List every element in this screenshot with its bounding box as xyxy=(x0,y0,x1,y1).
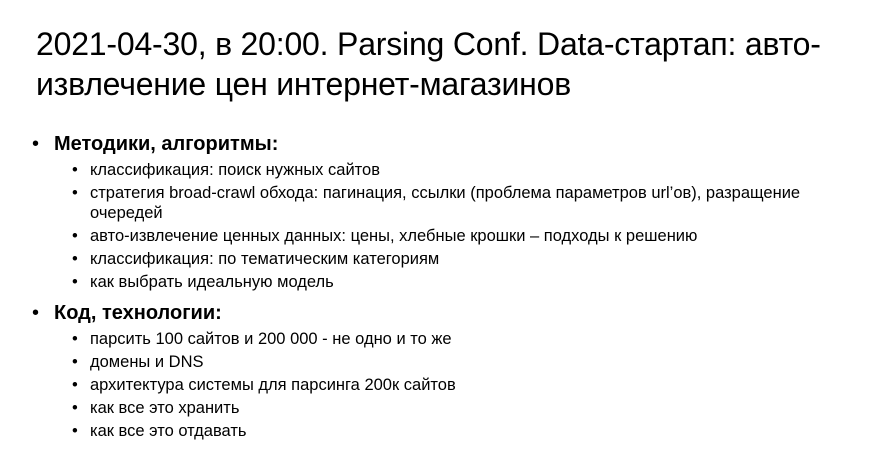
bullet-icon: • xyxy=(72,273,78,291)
section-tech xyxy=(30,300,860,441)
list-item xyxy=(72,226,860,246)
list-item xyxy=(72,329,860,349)
title-rest: Data-стартап: авто-извлечение цен интернет-магазинов xyxy=(36,26,821,102)
slide-title xyxy=(36,24,856,104)
list-item xyxy=(72,183,860,223)
list-item xyxy=(72,375,860,395)
section-heading-text: Методики, алгоритмы: xyxy=(54,133,279,155)
list-item-text: авто-извлечение ценных данных: цены, хлебные крошки – подходы к решению xyxy=(90,227,698,245)
list-item-text: классификация: по тематическим категориям xyxy=(90,250,440,268)
bullet-icon: • xyxy=(72,250,78,268)
title-date: 2021-04-30, в 20:00. xyxy=(36,26,329,62)
list-item xyxy=(72,398,860,418)
section-items xyxy=(30,160,860,292)
list-item-text: как выбрать идеальную модель xyxy=(90,273,334,291)
list-item-text: как все это отдавать xyxy=(90,422,247,440)
list-item xyxy=(72,352,860,372)
bullet-icon: • xyxy=(72,399,78,417)
bullet-icon: • xyxy=(72,227,78,245)
section-heading xyxy=(30,300,860,326)
list-item xyxy=(72,160,860,180)
list-item-text: классификация: поиск нужных сайтов xyxy=(90,161,380,179)
list-item-text: стратегия broad-crawl обхода: пагинация, ссылки (проблема параметров url’ов), разращение очередей xyxy=(90,184,801,222)
bullet-icon: • xyxy=(72,422,78,440)
list-item xyxy=(72,421,860,441)
section-items xyxy=(30,329,860,441)
list-item-text: как все это хранить xyxy=(90,399,240,417)
list-item-text: архитектура системы для парсинга 200к сайтов xyxy=(90,376,456,394)
slide-content xyxy=(30,131,860,441)
bullet-icon: • xyxy=(32,302,40,324)
list-item xyxy=(72,272,860,292)
bullet-icon: • xyxy=(72,376,78,394)
list-item-text: домены и DNS xyxy=(90,353,204,371)
bullet-icon: • xyxy=(72,184,78,202)
title-brand: Parsing Conf. xyxy=(337,26,529,62)
section-methods xyxy=(30,131,860,292)
list-item xyxy=(72,249,860,269)
bullet-icon: • xyxy=(32,133,40,155)
section-heading-text: Код, технологии: xyxy=(54,302,222,324)
section-heading xyxy=(30,131,860,157)
bullet-icon: • xyxy=(72,330,78,348)
list-item-text: парсить 100 сайтов и 200 000 - не одно и то же xyxy=(90,330,452,348)
bullet-icon: • xyxy=(72,161,78,179)
bullet-icon: • xyxy=(72,353,78,371)
